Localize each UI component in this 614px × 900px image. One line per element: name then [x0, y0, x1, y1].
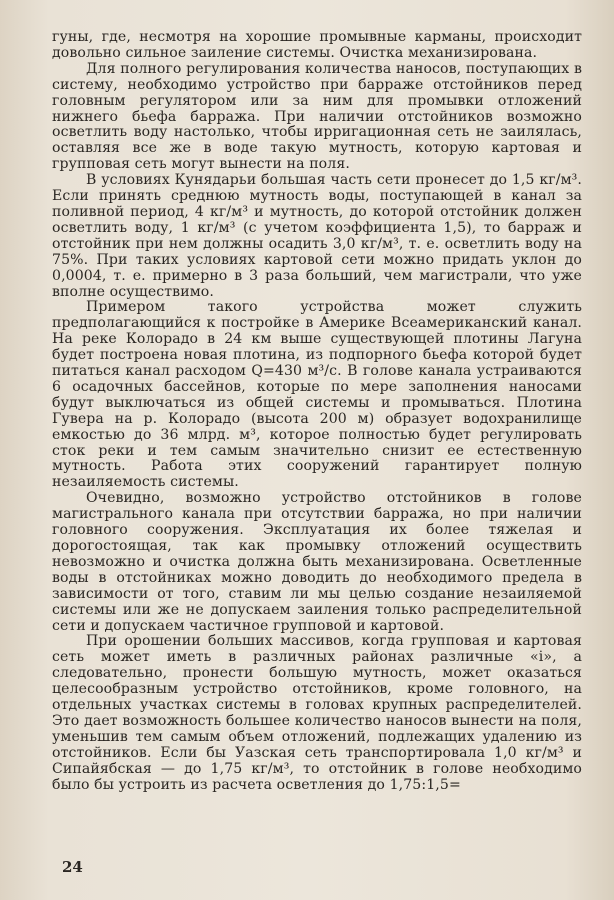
page-number: 24 [62, 858, 83, 876]
paragraph-3: В условиях Кунядарьи большая часть сети пронесет до 1,5 кг/м³. Если принять среднюю мутность воды, поступающей в канал за поливной период, 4 кг/м³ и мутность, до которой отстойник должен осветлить воду, 1 кг/м³ (с учетом коэффициента 1,5), то барраж и отстойник при нем должны осадить 3,0 кг/м³, т. е. осветлить воду на 75%. При таких условиях картовой сети можно придать уклон до 0,0004, т. е. примерно в 3 раза больший, чем магистрали, что уже вполне осуществимо. [52, 172, 582, 300]
paragraph-5: Очевидно, возможно устройство отстойников в голове магистрального канала при отсутствии барража, но при наличии головного сооружения. Эксплуатация их более тяжелая и дорогостоящая, так как промывку отложений осуществить невозможно и очистка должна быть механизирована. Осветленные воды в отстойниках можно доводить до необходимого предела в зависимости от того, ставим ли мы целью создание незаиляемой системы или же не допускаем заиления только распределительной сети и допускаем частичное групповой и картовой. [52, 490, 582, 634]
body-text [52, 30, 582, 794]
paragraph-1: гуны, где, несмотря на хорошие промывные карманы, происходит довольно сильное заиление системы. Очистка механизирована. [52, 29, 582, 61]
paragraph-2: Для полного регулирования количества наносов, поступающих в систему, необходимо устройство при барраже отстойников перед головным регулятором или за ним для промывки отложений нижнего бьефа барража. При наличии отстойников возможно осветлить воду настолько, чтобы ирригационная сеть не заилялась, оставляя все же в воде такую мутность, которую картовая и групповая сеть могут вынести на поля. [52, 60, 582, 173]
paragraph-4: Примером такого устройства может служить предполагающийся к постройке в Америке Всеамериканский канал. На реке Колорадо в 24 км выше существующей плотины Лагуна будет построена новая плотина, из подпорного бьефа которой будет питаться канал расходом Q=430 м³/с. В голове канала устраиваются 6 осадочных бассейнов, которые по мере заполнения наносами будут выключаться из общей системы и промываться. Плотина Гувера на р. Колорадо (высота 200 м) образует водохранилище емкостью до 36 млрд. м³, которое полностью будет регулировать сток реки и тем самым значительно снизит ее естественную мутность. Работа этих сооружений гарантирует полную незаиляемость системы. [52, 299, 582, 491]
paragraph-6: При орошении больших массивов, когда групповая и картовая сеть может иметь в различных районах различные «i», а следовательно, пронести большую мутность, может оказаться целесообразным устройство отстойников, кроме головного, на отдельных участках системы в головах крупных распределителей. Это дает возможность большее количество наносов вынести на поля, уменьшив тем самым объем отложений, подлежащих удалению из отстойников. Если бы Уазская сеть транспортировала 1,0 кг/м³ и Сипайябская — до 1,75 кг/м³, то отстойник в голове необходимо было бы устроить из расчета осветления до 1,75:1,5= [52, 633, 582, 793]
